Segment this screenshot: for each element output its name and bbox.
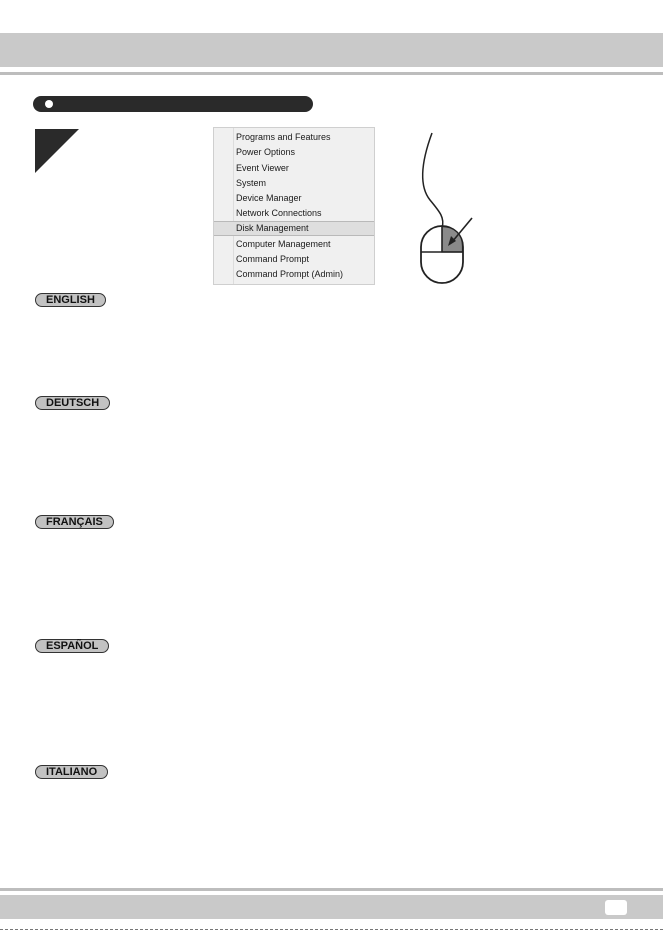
step-corner-icon [35, 129, 79, 173]
footer-bar [0, 895, 663, 919]
menu-item-computer-management[interactable]: Computer Management [236, 239, 331, 249]
header-bar [0, 33, 663, 67]
section-dot-icon [45, 100, 53, 108]
language-badge-espanol: ESPAÑOL [35, 639, 109, 653]
menu-item-power-options[interactable]: Power Options [236, 147, 296, 157]
menu-item-disk-management[interactable]: Disk Management [214, 221, 374, 236]
context-menu [213, 127, 375, 285]
menu-item-system[interactable]: System [236, 178, 267, 188]
mouse-right-click-icon [410, 130, 490, 290]
header-rule [0, 72, 663, 75]
menu-item-command-prompt[interactable]: Command Prompt [236, 254, 310, 264]
footer-rule [0, 888, 663, 891]
page-number-box [605, 900, 627, 915]
menu-item-programs-and-features[interactable]: Programs and Features [236, 132, 331, 142]
menu-item-event-viewer[interactable]: Event Viewer [236, 163, 289, 173]
menu-item-command-prompt-admin[interactable]: Command Prompt (Admin) [236, 269, 344, 279]
menu-item-network-connections[interactable]: Network Connections [236, 208, 322, 218]
section-pill [33, 96, 313, 112]
crop-line [0, 929, 663, 930]
language-badge-english: ENGLISH [35, 293, 106, 307]
language-badge-deutsch: DEUTSCH [35, 396, 110, 410]
language-badge-italiano: ITALIANO [35, 765, 108, 779]
menu-item-device-manager[interactable]: Device Manager [236, 193, 302, 203]
language-badge-francais: FRANÇAIS [35, 515, 114, 529]
